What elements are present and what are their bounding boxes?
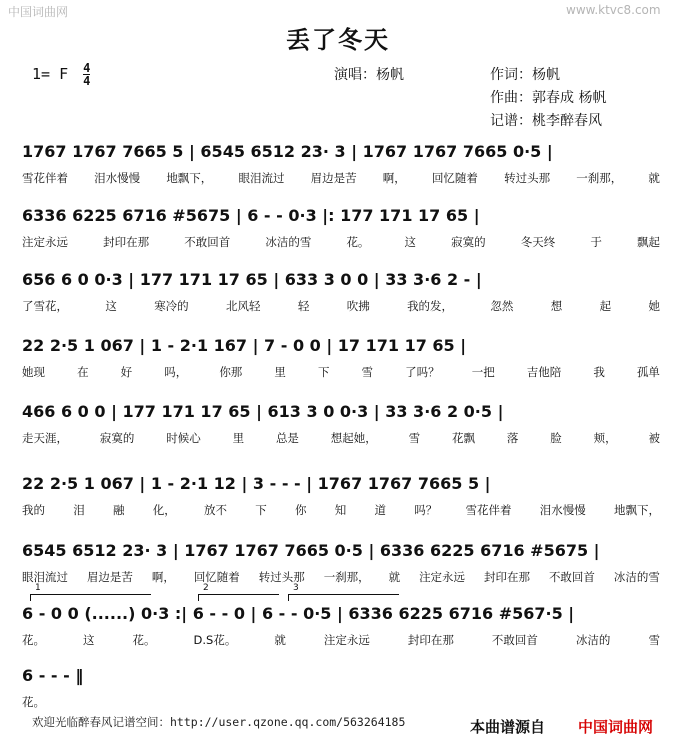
source-label: 本曲谱源自	[470, 718, 546, 736]
lyric: 转过头那	[504, 171, 551, 185]
notation-line: 1767 1767 7665 5 | 6545 6512 23· 3 | 1767 1767 7665 0·5 |	[22, 141, 553, 161]
volta-2: 2	[198, 594, 279, 601]
lyric: 忽然	[490, 299, 514, 313]
lyric: 总是	[275, 431, 299, 445]
lyric: 冰洁的雪	[613, 570, 660, 584]
lyric: 想	[550, 299, 563, 313]
lyric: 孤单	[636, 365, 660, 379]
lyric: 起	[599, 299, 612, 313]
lyric: 不敢回首	[184, 235, 231, 249]
lyric: 了吗？	[405, 365, 440, 379]
score-row-1	[0, 138, 676, 202]
lyric: 里	[232, 431, 245, 445]
lyric: 道	[374, 503, 386, 517]
lyric: 好	[120, 365, 133, 379]
lyric: 眉边是苦	[86, 570, 133, 584]
lyric: 花。	[22, 695, 45, 709]
lyric: 知	[334, 503, 347, 517]
lyric: 封印在那	[407, 633, 454, 647]
score-row-2	[0, 202, 676, 266]
lyric: 地飘下，	[614, 503, 660, 517]
lyric: 雪	[648, 633, 660, 647]
lyric: 吹拂	[346, 299, 370, 313]
lyric: 时候心	[166, 431, 201, 445]
lyric: 雪花伴着	[22, 171, 68, 185]
lyric: 在	[77, 365, 89, 379]
notation-line: 466 6 0 0 | 177 171 17 65 | 613 3 0 0·3 | 33 3·6 2 0·5 |	[22, 401, 504, 421]
notation-line: 6 - 0 0 (......) 0·3 :| 6 - - 0 | 6 - - 0·5 | 6336 6225 6716 #567·5 |	[22, 603, 575, 623]
lyric: 北风轻	[226, 299, 261, 313]
lyric: 花。	[22, 633, 45, 647]
lyric-line	[22, 632, 660, 648]
lyric: 落	[506, 431, 519, 445]
lyric: 泪	[73, 503, 85, 517]
notation-line: 22 2·5 1 067 | 1 - 2·1 12 | 3 - - - | 1767 1767 7665 5 |	[22, 473, 491, 493]
lyric: 我	[593, 365, 605, 379]
lyric: 冰洁的	[575, 633, 611, 647]
lyricist: 作词：杨帆	[490, 67, 560, 83]
key-signature	[32, 62, 90, 87]
lyric: 了雪花，	[22, 299, 68, 313]
lyric: 就	[388, 570, 401, 584]
footer-text: 欢迎光临醉春风记谱空间：http://user.qzone.qq.com/563264185	[32, 715, 406, 729]
time-signature-unit: 4	[83, 74, 91, 88]
score-row-4	[0, 332, 676, 396]
lyric: 花飘	[452, 431, 476, 445]
lyric-line	[22, 170, 660, 186]
notation-line: 6336 6225 6716 #5675 | 6 - - 0·3 |: 177 171 17 65 |	[22, 205, 480, 225]
lyric: 吗？	[414, 503, 438, 517]
lyric: 寒冷的	[154, 299, 189, 313]
lyric: 寂寞的	[451, 235, 486, 249]
lyric: 她现	[22, 365, 45, 379]
lyric: 融	[113, 503, 125, 517]
key-label: 1= F	[32, 65, 69, 83]
lyric-line	[22, 502, 660, 518]
lyric: 颊，	[593, 431, 617, 445]
lyric: 注定永远	[419, 570, 466, 584]
lyric-line	[22, 430, 660, 446]
lyric: 封印在那	[103, 235, 150, 249]
composer: 作曲：郭春成 杨帆	[490, 90, 607, 106]
lyric: 于	[590, 235, 602, 249]
time-signature	[83, 62, 90, 87]
lyric: 你	[295, 503, 307, 517]
lyric: 这	[404, 235, 417, 249]
lyric: 化，	[152, 503, 176, 517]
lyric: 花。	[346, 235, 370, 249]
lyric: 里	[274, 365, 286, 379]
lyric: 啊，	[382, 171, 406, 185]
transcriber: 记谱：桃李醉春风	[490, 113, 602, 129]
lyric: 下	[255, 503, 267, 517]
lyric: 下	[317, 365, 330, 379]
lyric: 一刹那，	[576, 171, 623, 185]
lyric-line	[22, 569, 660, 585]
lyric: 飘起	[636, 235, 660, 249]
watermark-right: www.ktvc8.com	[566, 3, 661, 17]
score-row-5	[0, 398, 676, 462]
lyric: 回忆随着	[431, 171, 478, 185]
volta-3: 3	[288, 594, 399, 601]
lyric: 雪	[408, 431, 421, 445]
lyric: 脸	[550, 431, 562, 445]
lyric: 走天涯，	[22, 431, 68, 445]
lyric: 封印在那	[484, 570, 530, 584]
singer: 演唱：杨帆	[334, 67, 404, 83]
notation-line: 22 2·5 1 067 | 1 - 2·1 167 | 7 - 0 0 | 17 171 17 65 |	[22, 335, 467, 355]
lyric: 地飘下，	[166, 171, 213, 185]
lyric: 雪	[361, 365, 374, 379]
lyric: 吉他陪	[526, 365, 562, 379]
lyric: 寂寞的	[99, 431, 135, 445]
lyric: 眼泪流过	[238, 171, 285, 185]
brand-logo: 中国词曲网	[578, 718, 654, 736]
notation-line: 656 6 0 0·3 | 177 171 17 65 | 633 3 0 0 | 33 3·6 2 - |	[22, 269, 482, 289]
score-row-3	[0, 266, 676, 330]
lyric: 我的发，	[407, 299, 454, 313]
volta-1: 1	[30, 594, 151, 601]
lyric: 花。	[132, 633, 156, 647]
lyric: 转过头那	[258, 570, 305, 584]
lyric: 眉边是苦	[310, 171, 357, 185]
lyric: 泪水慢慢	[539, 503, 586, 517]
lyric: 注定永远	[323, 633, 370, 647]
lyric: 就	[648, 171, 660, 185]
lyric: 轻	[297, 299, 310, 313]
lyric: 冬天终	[520, 235, 556, 249]
lyric-line	[22, 234, 660, 250]
lyric: 你那	[219, 365, 243, 379]
lyric: 这	[83, 633, 95, 647]
lyric: 回忆随着	[193, 570, 240, 584]
song-title: 丢了冬天	[286, 25, 390, 54]
lyric: 啊，	[151, 570, 175, 584]
lyric: 一刹那，	[323, 570, 370, 584]
lyric-line	[22, 694, 660, 710]
lyric: D.S花。	[193, 633, 237, 647]
lyric: 被	[648, 431, 660, 445]
notation-line: 6545 6512 23· 3 | 1767 1767 7665 0·5 | 6336 6225 6716 #5675 |	[22, 540, 600, 560]
score-row-7	[0, 537, 676, 601]
lyric: 放不	[204, 503, 227, 517]
lyric: 就	[274, 633, 286, 647]
score-row-6	[0, 470, 676, 534]
lyric: 不敢回首	[548, 570, 595, 584]
lyric: 雪花伴着	[465, 503, 512, 517]
lyric: 注定永远	[22, 235, 68, 249]
watermark-left: 中国词曲网	[8, 5, 69, 19]
score-row-8	[0, 583, 676, 664]
lyric-line	[22, 298, 660, 314]
lyric: 吗，	[164, 365, 188, 379]
lyric: 眼泪流过	[22, 570, 68, 584]
lyric: 这	[105, 299, 117, 313]
lyric: 不敢回首	[491, 633, 538, 647]
notation-line: 6 - - - ‖	[22, 665, 84, 685]
lyric: 我的	[22, 503, 45, 517]
lyric: 泪水慢慢	[94, 171, 141, 185]
lyric: 冰洁的雪	[265, 235, 312, 249]
lyric: 她	[648, 299, 660, 313]
lyric: 想起她，	[330, 431, 377, 445]
lyric-line	[22, 364, 660, 380]
lyric: 一把	[471, 365, 495, 379]
time-signature-beats: 4	[83, 61, 91, 75]
